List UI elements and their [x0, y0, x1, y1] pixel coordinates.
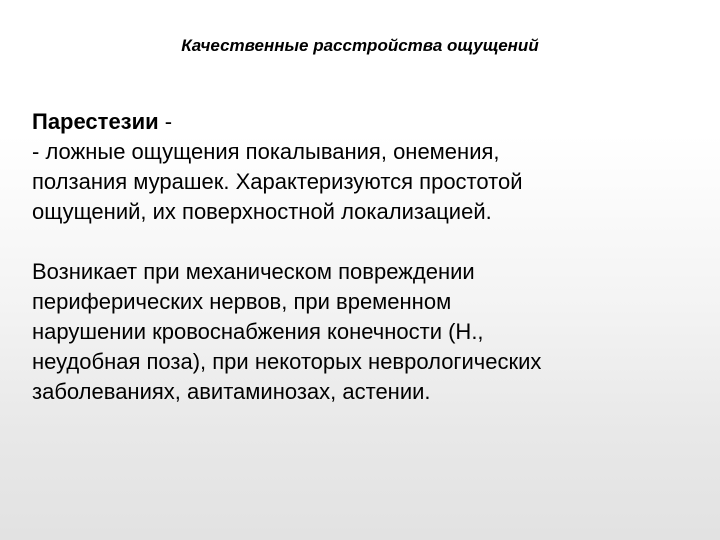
paragraph1-line-2: ползания мурашек. Характеризуются простотой — [32, 169, 523, 194]
paragraph2-line-3: нарушении кровоснабжения конечности (Н., — [32, 319, 484, 344]
paragraph1-line-1: - ложные ощущения покалывания, онемения, — [32, 139, 500, 164]
slide-title: Качественные расстройства ощущений — [181, 36, 539, 55]
slide-body — [32, 107, 702, 407]
paragraph-spacer — [32, 227, 702, 257]
term-heading-line — [32, 107, 702, 137]
term-dash: - — [158, 109, 173, 134]
paragraph1-line-3: ощущений, их поверхностной локализацией. — [32, 199, 492, 224]
paragraph2-line-5: заболеваниях, авитаминозах, астении. — [32, 379, 431, 404]
term-heading: Парестезии — [32, 109, 159, 134]
paragraph2-line-2: периферических нервов, при временном — [32, 289, 452, 314]
paragraph2-line-1: Возникает при механическом повреждении — [32, 259, 475, 284]
paragraph2-line-4: неудобная поза), при некоторых неврологических — [32, 349, 542, 374]
